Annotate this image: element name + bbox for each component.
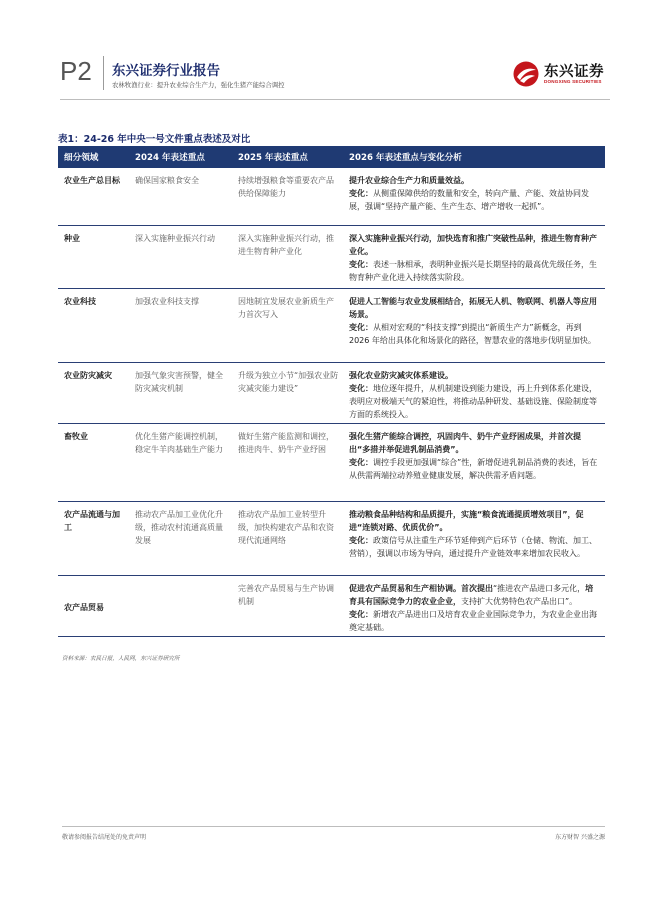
- cell-2024: 加强农业科技支撑: [129, 288, 232, 362]
- cell-2026: [343, 225, 605, 288]
- row-category: 农产品流通与加工: [58, 501, 129, 575]
- cell-2026: [343, 423, 605, 501]
- change-text: 政策信号从注重生产环节延伸到产后环节（仓储、物流、加工、营销），强调以市场为导向，通过提升产业链效率来增加农民收入。: [349, 535, 597, 558]
- change-analysis: [349, 456, 601, 482]
- headline-part: 培育具有国际竞争力的农业企业，: [349, 583, 594, 606]
- cell-2026: [343, 288, 605, 362]
- change-label: 变化：: [349, 189, 373, 198]
- change-analysis: [349, 608, 601, 634]
- cell-2024: 推动农产品加工业优化升级，推动农村流通高质量发展: [129, 501, 232, 575]
- row-category: 种业: [58, 225, 129, 288]
- headline-part: “推进农产品进口多元化，: [493, 583, 586, 593]
- change-text: 表述一脉相承，表明种业振兴是长期坚持的最高优先级任务，生物育种产业化进入持续落实阶段。: [349, 259, 597, 282]
- change-label: 变化：: [349, 383, 373, 393]
- table-row: [58, 168, 605, 225]
- footer-rule: [62, 826, 605, 827]
- cell-2024: 确保国家粮食安全: [129, 168, 232, 225]
- row-category: 农产品贸易: [58, 575, 129, 636]
- source-note: 资料来源：农民日报，人民网，东兴证券研究所: [62, 656, 180, 662]
- header-divider: [103, 56, 104, 90]
- headline-2026: 提升农业综合生产力和质量效益。: [349, 176, 469, 185]
- row-category: 畜牧业: [58, 423, 129, 501]
- headline-2026: [349, 582, 601, 608]
- footer-slogan: 东方财智 兴盛之源: [555, 834, 605, 841]
- cell-2025: 推动农产品加工业转型升级，加快构建农产品和农资现代流通网络: [232, 501, 343, 575]
- change-label: 变化：: [349, 609, 373, 619]
- change-analysis: [349, 534, 601, 560]
- logo-text-en: DONGXING SECURITIES: [544, 79, 602, 84]
- header-rule: [60, 99, 610, 100]
- table-row: [58, 575, 605, 636]
- headline-2026: 强化农业防灾减灾体系建设。: [349, 370, 453, 380]
- table-caption: 表1：24-26 年中央一号文件重点表述及对比: [58, 134, 251, 145]
- change-text: 从侧重保障供给的数量和安全，转向产量、产能、效益协同发展，强调“坚持产量产能、生产生态、增产增收一起抓”。: [349, 189, 589, 211]
- cell-2025: 做好生猪产能监测和调控，推进肉牛、奶牛产业纾困: [232, 423, 343, 501]
- column-header: 2025 年表述重点: [232, 146, 343, 168]
- cell-2024: 深入实施种业振兴行动: [129, 225, 232, 288]
- cell-2024: [129, 575, 232, 636]
- policy-comparison-table: [58, 146, 605, 637]
- cell-2024: 加强气象灾害预警，健全防灾减灾机制: [129, 362, 232, 423]
- cell-2025: 持续增强粮食等重要农产品供给保障能力: [232, 168, 343, 225]
- change-analysis: [349, 258, 601, 284]
- change-analysis: [349, 382, 601, 421]
- row-category: 农业科技: [58, 288, 129, 362]
- table-header-row: [58, 146, 605, 168]
- change-label: 变化：: [349, 535, 373, 545]
- cell-2026: [343, 575, 605, 636]
- column-header: 2024 年表述重点: [129, 146, 232, 168]
- headline-2026: 强化生猪产能综合调控，巩固肉牛、奶牛产业纾困成果，并首次提出“多措并举促进乳制品消费”。: [349, 431, 581, 454]
- cell-2026: [343, 501, 605, 575]
- headline-2026: 推动粮食品种结构和品质提升，实施“粮食流通提质增效项目”，促进“连锁对路、优质优价”。: [349, 509, 584, 532]
- change-text: 地位逐年提升，从机制建设到能力建设，再上升到体系化建设，表明应对极端天气的紧迫性，将推动品种研发、基础设施、保险制度等方面的系统投入。: [349, 383, 597, 419]
- cell-2026: [343, 168, 605, 225]
- cell-2024: 优化生猪产能调控机制，稳定牛羊肉基础生产能力: [129, 423, 232, 501]
- row-category: 农业防灾减灾: [58, 362, 129, 423]
- column-header: 2026 年表述重点与变化分析: [343, 146, 605, 168]
- table-row: [58, 501, 605, 575]
- change-analysis: [349, 187, 601, 213]
- page-number: P2: [60, 56, 92, 86]
- change-label: 变化：: [349, 457, 373, 467]
- cell-2025: 升级为独立小节“加强农业防灾减灾能力建设”: [232, 362, 343, 423]
- table-row: [58, 423, 605, 501]
- change-label: 变化：: [349, 322, 373, 332]
- cell-2026: [343, 362, 605, 423]
- table-row: [58, 288, 605, 362]
- row-category: 农业生产总目标: [58, 168, 129, 225]
- table-row: [58, 225, 605, 288]
- cell-2025: 因地制宜发展农业新质生产力首次写入: [232, 288, 343, 362]
- change-text: 从相对宏观的“科技支撑”到提出“新质生产力”新概念，再到 2026 年给出具体化和场景化的路径，智慧农业的落地步伐明显加快。: [349, 322, 596, 345]
- logo-text-cn: 东兴证券: [544, 64, 604, 80]
- headline-2026: 促进人工智能与农业发展相结合，拓展无人机、物联网、机器人等应用场景。: [349, 296, 597, 319]
- company-logo: [512, 60, 610, 90]
- table-row: [58, 362, 605, 423]
- report-title: 东兴证券行业报告: [112, 63, 220, 79]
- change-text: 调控手段更加强调“综合”性，新增促进乳制品消费的表述，旨在从供需两端拉动养殖业健康发展，解决供需矛盾问题。: [349, 457, 598, 480]
- footer-disclaimer: 敬请参阅报告结尾处的免责声明: [62, 834, 147, 841]
- report-subtitle: 农林牧渔行业：提升农业综合生产力，强化生猪产能综合调控: [112, 81, 285, 89]
- column-header: 细分领域: [58, 146, 129, 168]
- cell-2025: 完善农产品贸易与生产协调机制: [232, 575, 343, 636]
- headline-part: 支持扩大优势特色农产品出口”。: [461, 596, 578, 606]
- change-analysis: [349, 321, 601, 347]
- report-header: [60, 52, 610, 98]
- change-text: 新增农产品进出口及培育农业企业国际竞争力，为农业企业出海奠定基础。: [349, 609, 597, 632]
- change-label: 变化：: [349, 259, 373, 269]
- cell-2025: 深入实施种业振兴行动，推进生物育种产业化: [232, 225, 343, 288]
- logo-mark-icon: [512, 60, 540, 88]
- headline-2026: 深入实施种业振兴行动，加快选育和推广突破性品种，推进生物育种产业化。: [349, 233, 597, 256]
- headline-part: 促进农产品贸易和生产相协调。首次提出: [349, 583, 493, 593]
